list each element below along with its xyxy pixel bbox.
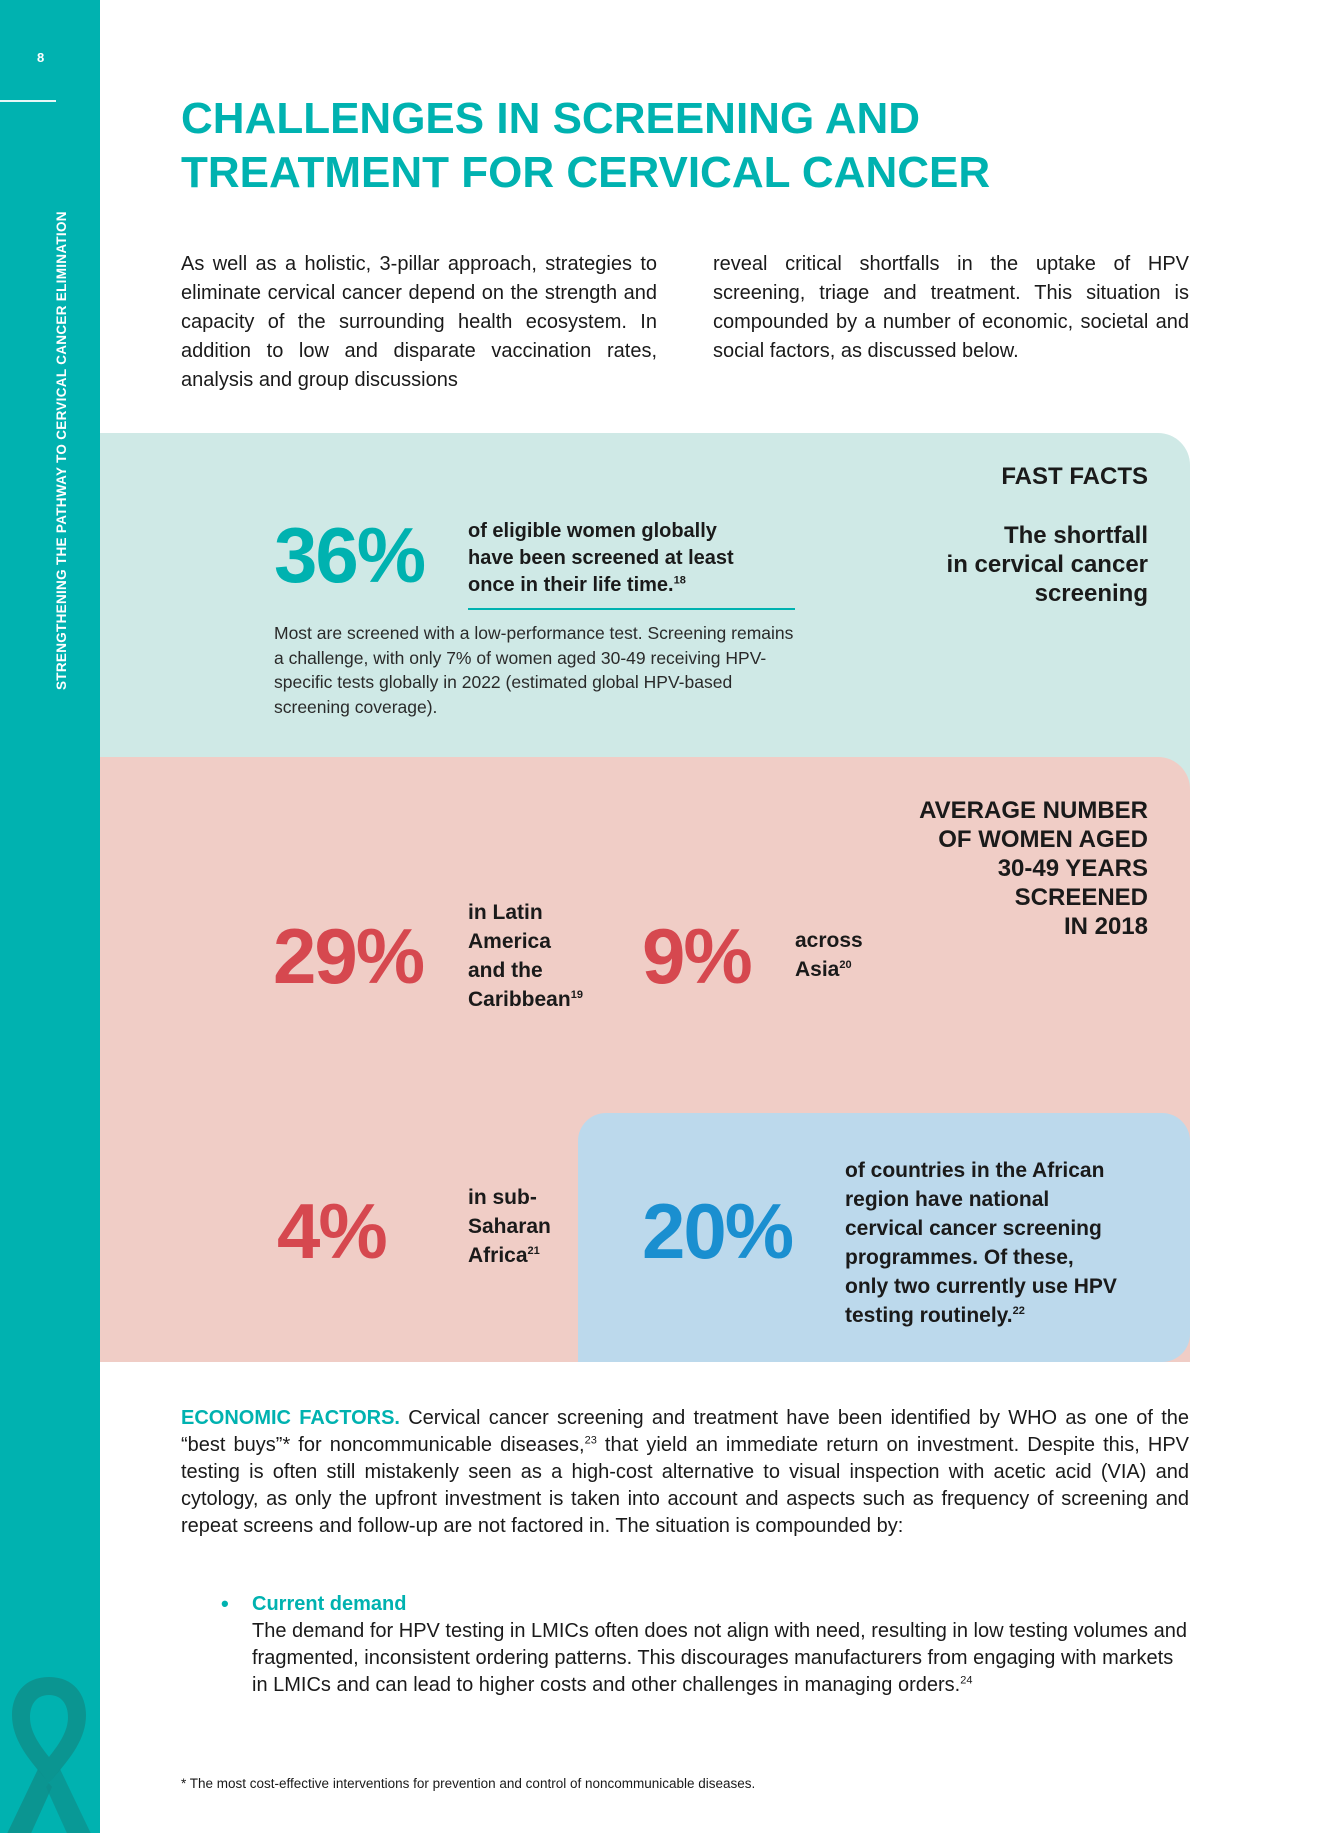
regional-heading-line-4: SCREENED <box>1014 884 1148 911</box>
fast-facts-heading-line-2: in cervical cancer <box>946 551 1148 578</box>
african-programmes-description <box>845 1156 1117 1330</box>
low-performance-note: Most are screened with a low-performance test. Screening remains a challenge, with only 7% of women aged 30-49 receiving HPV-specific tests globally in 2022 (estimated global HPV-based screening coverage). <box>274 623 794 717</box>
fast-facts-heading <box>947 521 1148 608</box>
fast-facts-heading-line-3: screening <box>1034 580 1148 607</box>
african-programmes-line-2: region have national <box>845 1188 1050 1211</box>
africa-description <box>468 1183 551 1270</box>
african-programmes-line-6: testing routinely. <box>845 1304 1013 1327</box>
awareness-ribbon-icon <box>0 1665 100 1833</box>
footnote-ref-23: 23 <box>584 1434 597 1447</box>
current-demand-heading: Current demand <box>252 1593 407 1615</box>
regional-heading-line-2: OF WOMEN AGED <box>938 826 1148 853</box>
economic-factors-heading: ECONOMIC FACTORS. <box>181 1407 400 1429</box>
regional-heading-line-3: 30-49 YEARS <box>997 855 1148 882</box>
economic-factors-text-a: Cervical cancer screening and treatment have been identified by WHO as one of the “best buys”* for noncommunicable diseases, <box>181 1407 1190 1456</box>
latam-line-4: Caribbean <box>468 988 571 1011</box>
asia-description <box>795 926 863 984</box>
page-number: 8 <box>37 50 45 65</box>
sidebar <box>0 0 100 1833</box>
page-title-line-1: CHALLENGES IN SCREENING AND <box>181 94 921 143</box>
africa-line-1: in sub- <box>468 1186 537 1209</box>
regional-heading-line-5: IN 2018 <box>1063 913 1148 940</box>
latam-line-2: America <box>468 930 551 953</box>
global-screening-description <box>468 518 734 599</box>
footnote-ref-20: 20 <box>839 959 852 971</box>
intro-column-1: As well as a holistic, 3-pillar approach, strategies to eliminate cervical cancer depend on the strength and capacity of the surrounding health ecosystem. In addition to low and disparate vaccination rates, analysis and group discussions <box>181 253 657 391</box>
intro-column-2: reveal critical shortfalls in the uptake of HPV screening, triage and treatment. This situation is compounded by a number of economic, societal and social factors, as discussed below. <box>713 253 1189 362</box>
regional-heading-line-1: AVERAGE NUMBER <box>919 797 1148 824</box>
sidebar-vertical-title: STRENGTHENING THE PATHWAY TO CERVICAL CANCER ELIMINATION <box>54 211 69 690</box>
latam-line-3: and the <box>468 959 543 982</box>
africa-line-2: Saharan <box>468 1215 551 1238</box>
footnote-ref-21: 21 <box>527 1245 540 1257</box>
footnote-ref-19: 19 <box>570 989 583 1001</box>
page-title <box>181 92 990 200</box>
african-programmes-line-1: of countries in the African <box>845 1159 1105 1182</box>
global-screening-line-3: once in their life time. <box>468 574 674 596</box>
current-demand-item <box>252 1591 1189 1699</box>
fast-facts-label: FAST FACTS <box>1001 463 1148 490</box>
latam-line-1: in Latin <box>468 901 543 924</box>
bullet-dot-icon: • <box>221 1591 229 1616</box>
footnote-ref-22: 22 <box>1012 1305 1025 1317</box>
global-screening-line-1: of eligible women globally <box>468 520 717 542</box>
page-title-line-2: TREATMENT FOR CERVICAL CANCER <box>181 148 991 197</box>
regional-heading <box>919 796 1148 941</box>
economic-factors-paragraph <box>181 1405 1189 1540</box>
sidebar-divider <box>0 100 56 102</box>
african-programmes-line-5: only two currently use HPV <box>845 1275 1117 1298</box>
global-screening-line-2: have been screened at least <box>468 547 734 569</box>
asia-line-1: across <box>795 929 863 952</box>
economic-factors-text-b: that yield an immediate return on investment. Despite this, HPV testing is often still mistakenly seen as a high-cost alternative to visual inspection with acetic acid (VIA) and cytology, as only the upfront investment is taken into account and aspects such as frequency of screening and repeat screens and follow-up are not factored in. The situation is compounded by: <box>181 1434 1189 1537</box>
african-programmes-line-4: programmes. Of these, <box>845 1246 1074 1269</box>
asia-stat: 9% <box>642 912 751 1000</box>
stat-underline <box>468 608 795 610</box>
footnote-ref-24: 24 <box>960 1674 973 1687</box>
footnote-ref-18: 18 <box>673 574 686 587</box>
current-demand-text: The demand for HPV testing in LMICs often does not align with need, resulting in low testing volumes and fragmented, inconsistent ordering patterns. This discourages manufacturers from engaging with markets in LMICs and can lead to higher costs and other challenges in managing orders. <box>252 1620 1187 1696</box>
footnote: * The most cost-effective interventions for prevention and control of noncommunicable diseases. <box>181 1776 756 1791</box>
african-programmes-stat: 20% <box>642 1187 793 1275</box>
african-programmes-line-3: cervical cancer screening <box>845 1217 1102 1240</box>
asia-line-2: Asia <box>795 958 840 981</box>
fast-facts-heading-line-1: The shortfall <box>1003 522 1148 549</box>
latam-stat: 29% <box>273 912 424 1000</box>
global-screening-stat: 36% <box>274 511 425 599</box>
latam-description <box>468 898 583 1014</box>
africa-line-3: Africa <box>468 1244 528 1267</box>
africa-stat: 4% <box>277 1187 386 1275</box>
